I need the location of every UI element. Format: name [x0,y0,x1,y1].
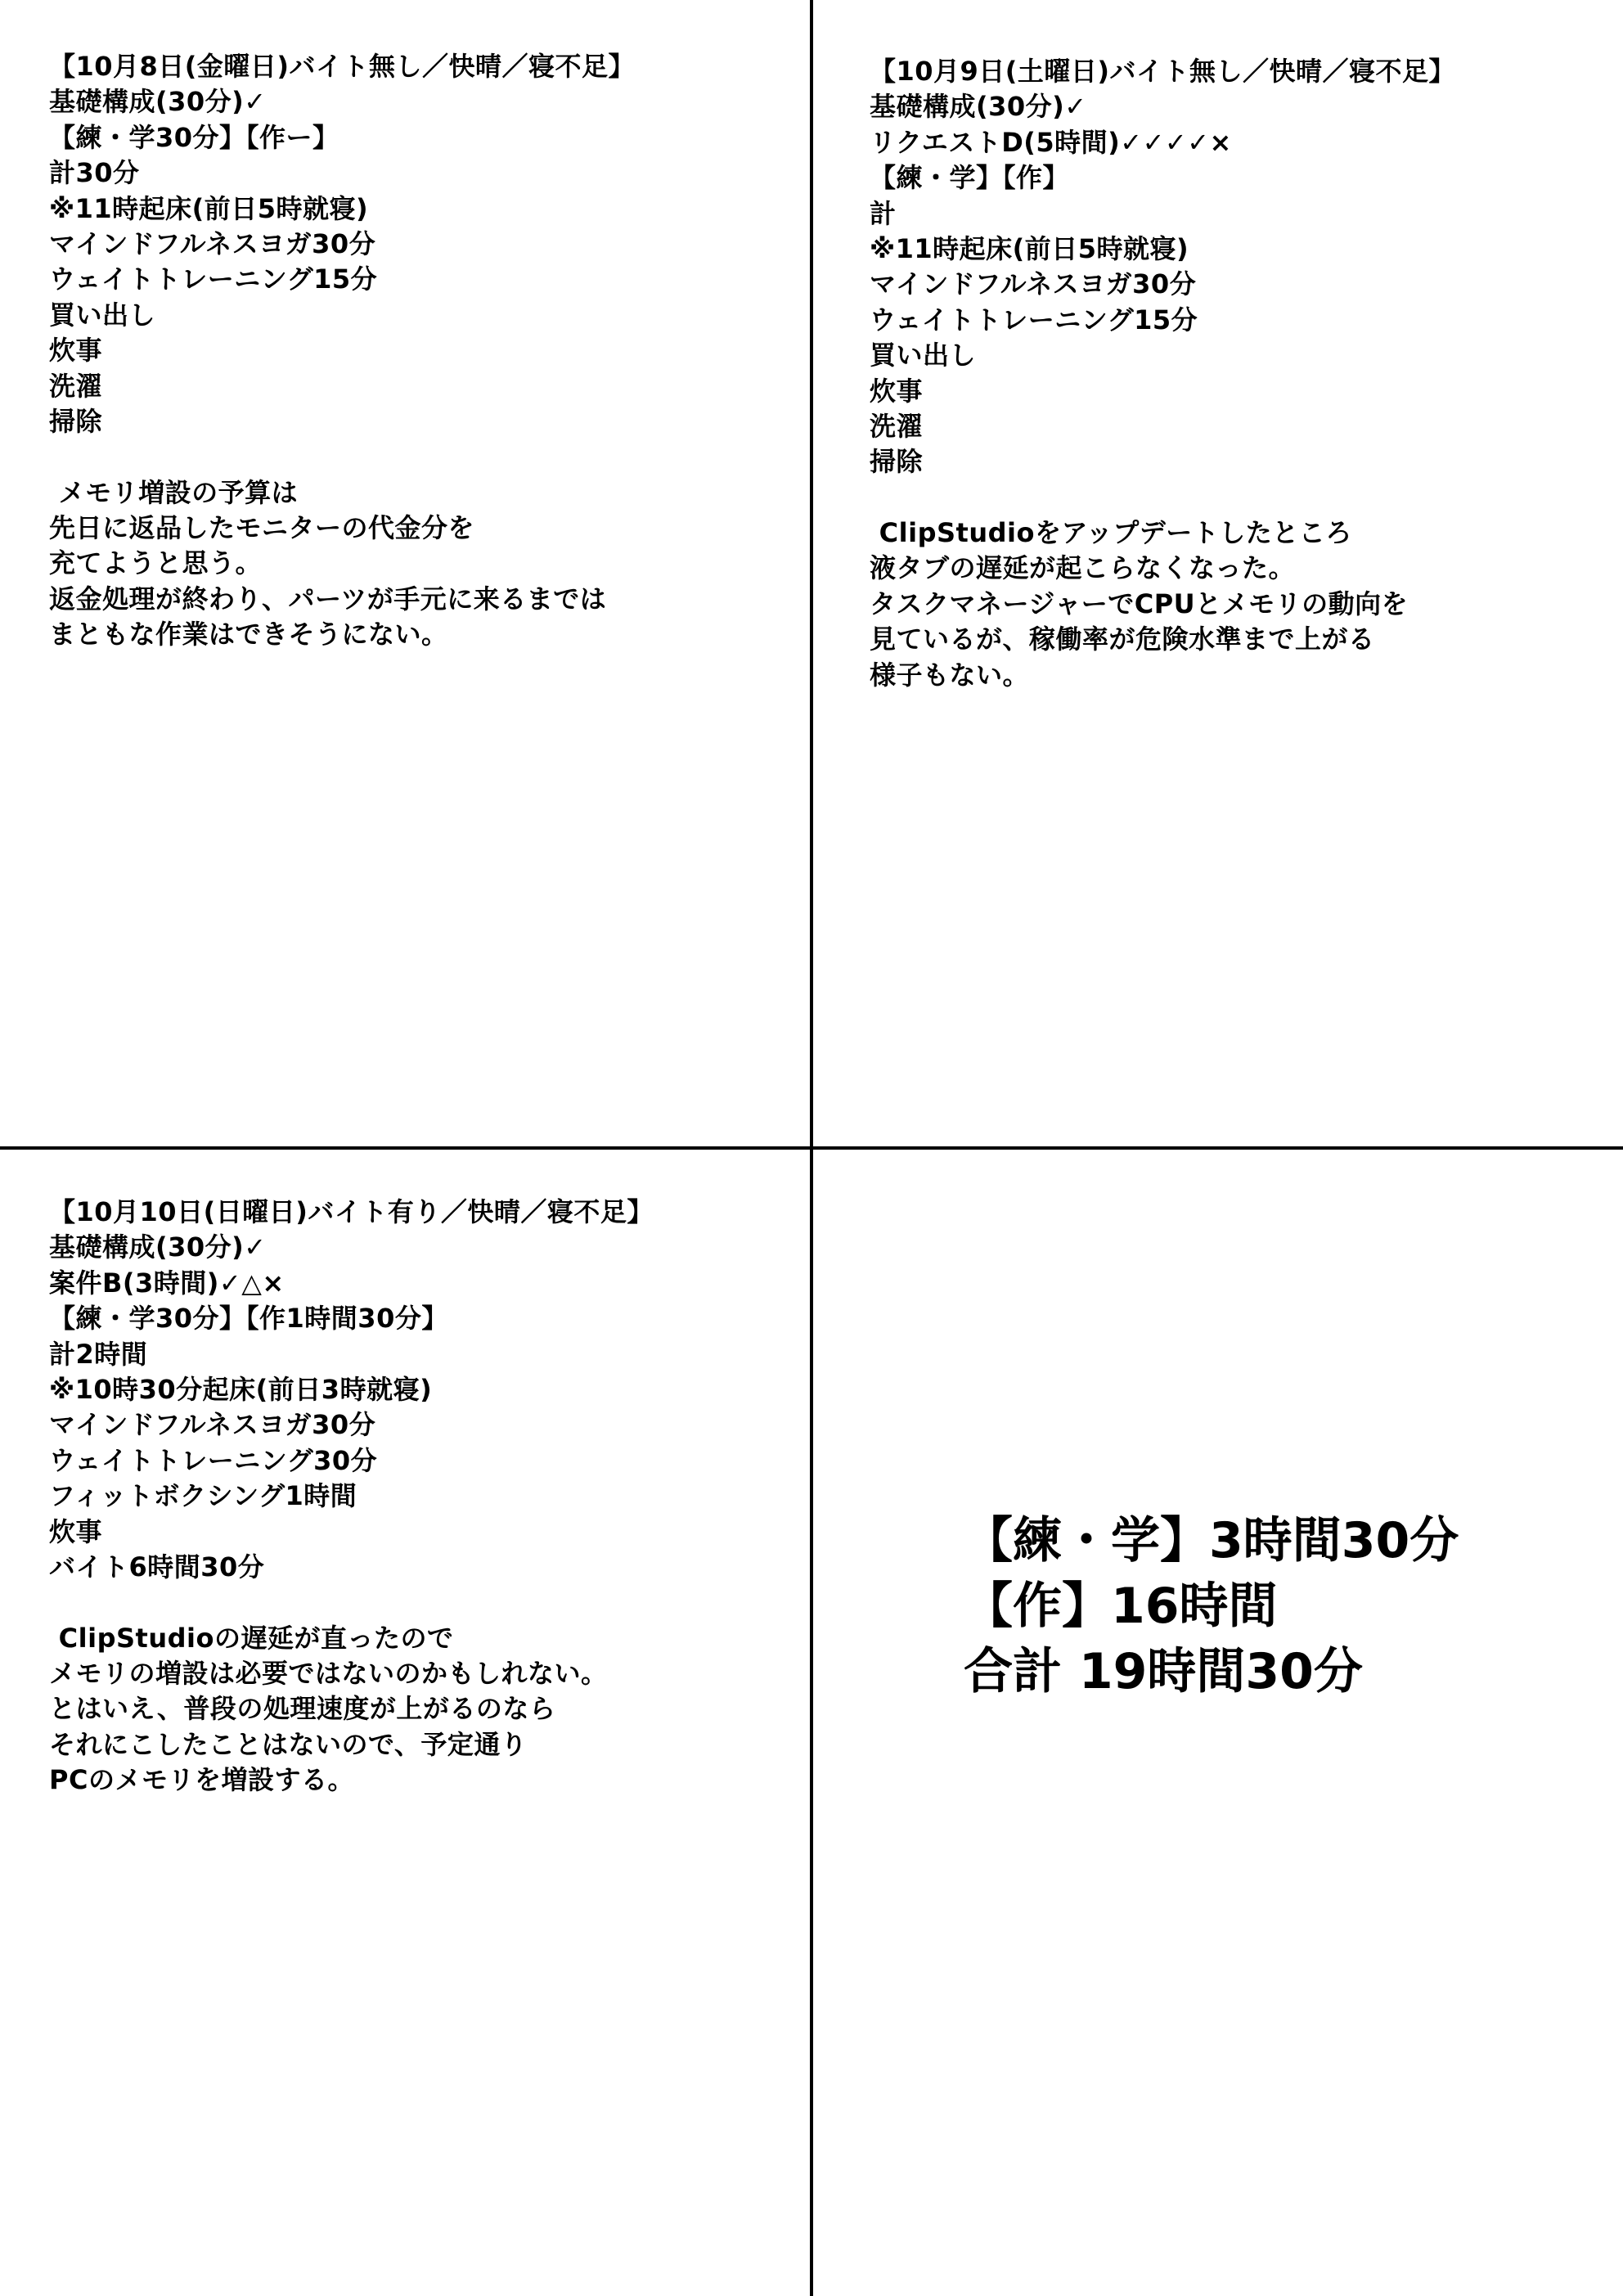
entry-line: ClipStudioをアップデートしたところ [870,517,1352,549]
entry-line: まともな作業はできそうにない。 [49,619,448,651]
entry-line [870,480,1606,515]
entry-line: とはいえ、普段の処理速度が上がるのなら [49,1693,556,1725]
entry-line: 基礎構成(30分)✓ [870,91,1087,123]
summary-line: 【作】16時間 [964,1578,1278,1635]
entry-line: 【10月9日(土曜日)バイト無し／快晴／寝不足】 [870,56,1456,87]
entry-line: 【練・学】【作】 [870,162,1070,194]
entry-line: 炊事 [49,335,103,367]
entry-line: ウェイトトレーニング30分 [49,1444,378,1476]
entry-line: 基礎構成(30分)✓ [49,86,267,118]
entry-line: 様子もない。 [870,659,1030,691]
entry-line: ※11時起床(前日5時就寝) [870,232,1189,264]
diary-entry-oct-9 [870,54,1606,693]
entry-line: 計2時間 [49,1338,148,1370]
summary-line: 合計 19時間30分 [964,1643,1363,1700]
entry-line: 【10月10日(日曜日)バイト有り／快晴／寝不足】 [49,1196,654,1227]
entry-line: 洗濯 [49,370,103,402]
horizontal-divider [0,1146,1623,1150]
entry-line: メモリの増設は必要ではないのかもしれない。 [49,1658,608,1690]
entry-line: 見ているが、稼働率が危険水準まで上がる [870,624,1375,655]
entry-line: 洗濯 [870,410,924,442]
entry-line: 【練・学30分】【作ー】 [49,121,339,153]
entry-line [49,439,785,475]
entry-line: 返金処理が終わり、パーツが手元に来るまでは [49,583,607,615]
entry-line: 案件B(3時間)✓△× [49,1267,285,1299]
entry-line: 計30分 [49,157,140,189]
entry-line: PCのメモリを増設する。 [49,1764,354,1796]
entry-line: 計 [870,197,897,229]
entry-line: 【10月8日(金曜日)バイト無し／快晴／寝不足】 [49,51,636,82]
entry-line: 液タブの遅延が起こらなくなった。 [870,552,1296,584]
entry-line: 先日に返品したモニターの代金分を [49,512,475,544]
entry-line: 基礎構成(30分)✓ [49,1231,267,1263]
diary-entry-oct-10 [49,1195,785,1799]
diary-entry-oct-8 [49,49,785,653]
entry-line: 掃除 [870,446,924,478]
entry-line: 掃除 [49,405,103,437]
entry-line: ウェイトトレーニング15分 [49,263,378,295]
entry-line: リクエストD(5時間)✓✓✓✓× [870,126,1232,158]
entry-line: 買い出し [870,340,977,371]
entry-line: ※10時30分起床(前日3時就寝) [49,1373,433,1405]
entry-line: 充てようと思う。 [49,547,263,579]
entry-line: 【練・学30分】【作1時間30分】 [49,1303,448,1335]
entry-line: バイト6時間30分 [49,1551,265,1582]
entry-line: メモリ増設の予算は [49,476,299,508]
summary-line: 【練・学】3時間30分 [964,1512,1459,1569]
entry-line: ウェイトトレーニング15分 [870,304,1198,335]
entry-line: ClipStudioの遅延が直ったので [49,1622,454,1654]
entry-line: ※11時起床(前日5時就寝) [49,192,369,224]
entry-line: タスクマネージャーでCPUとメモリの動向を [870,588,1409,619]
entry-line: 炊事 [870,375,924,407]
entry-line: それにこしたことはないので、予定通り [49,1728,528,1760]
entry-line: 買い出し [49,299,156,331]
entry-line: マインドフルネスヨガ30分 [49,227,376,259]
entry-line [49,1585,785,1620]
entry-line: マインドフルネスヨガ30分 [870,268,1197,300]
weekly-summary [964,1508,1585,1704]
entry-line: フィットボクシング1時間 [49,1480,357,1512]
entry-line: 炊事 [49,1515,103,1547]
entry-line: マインドフルネスヨガ30分 [49,1409,376,1441]
